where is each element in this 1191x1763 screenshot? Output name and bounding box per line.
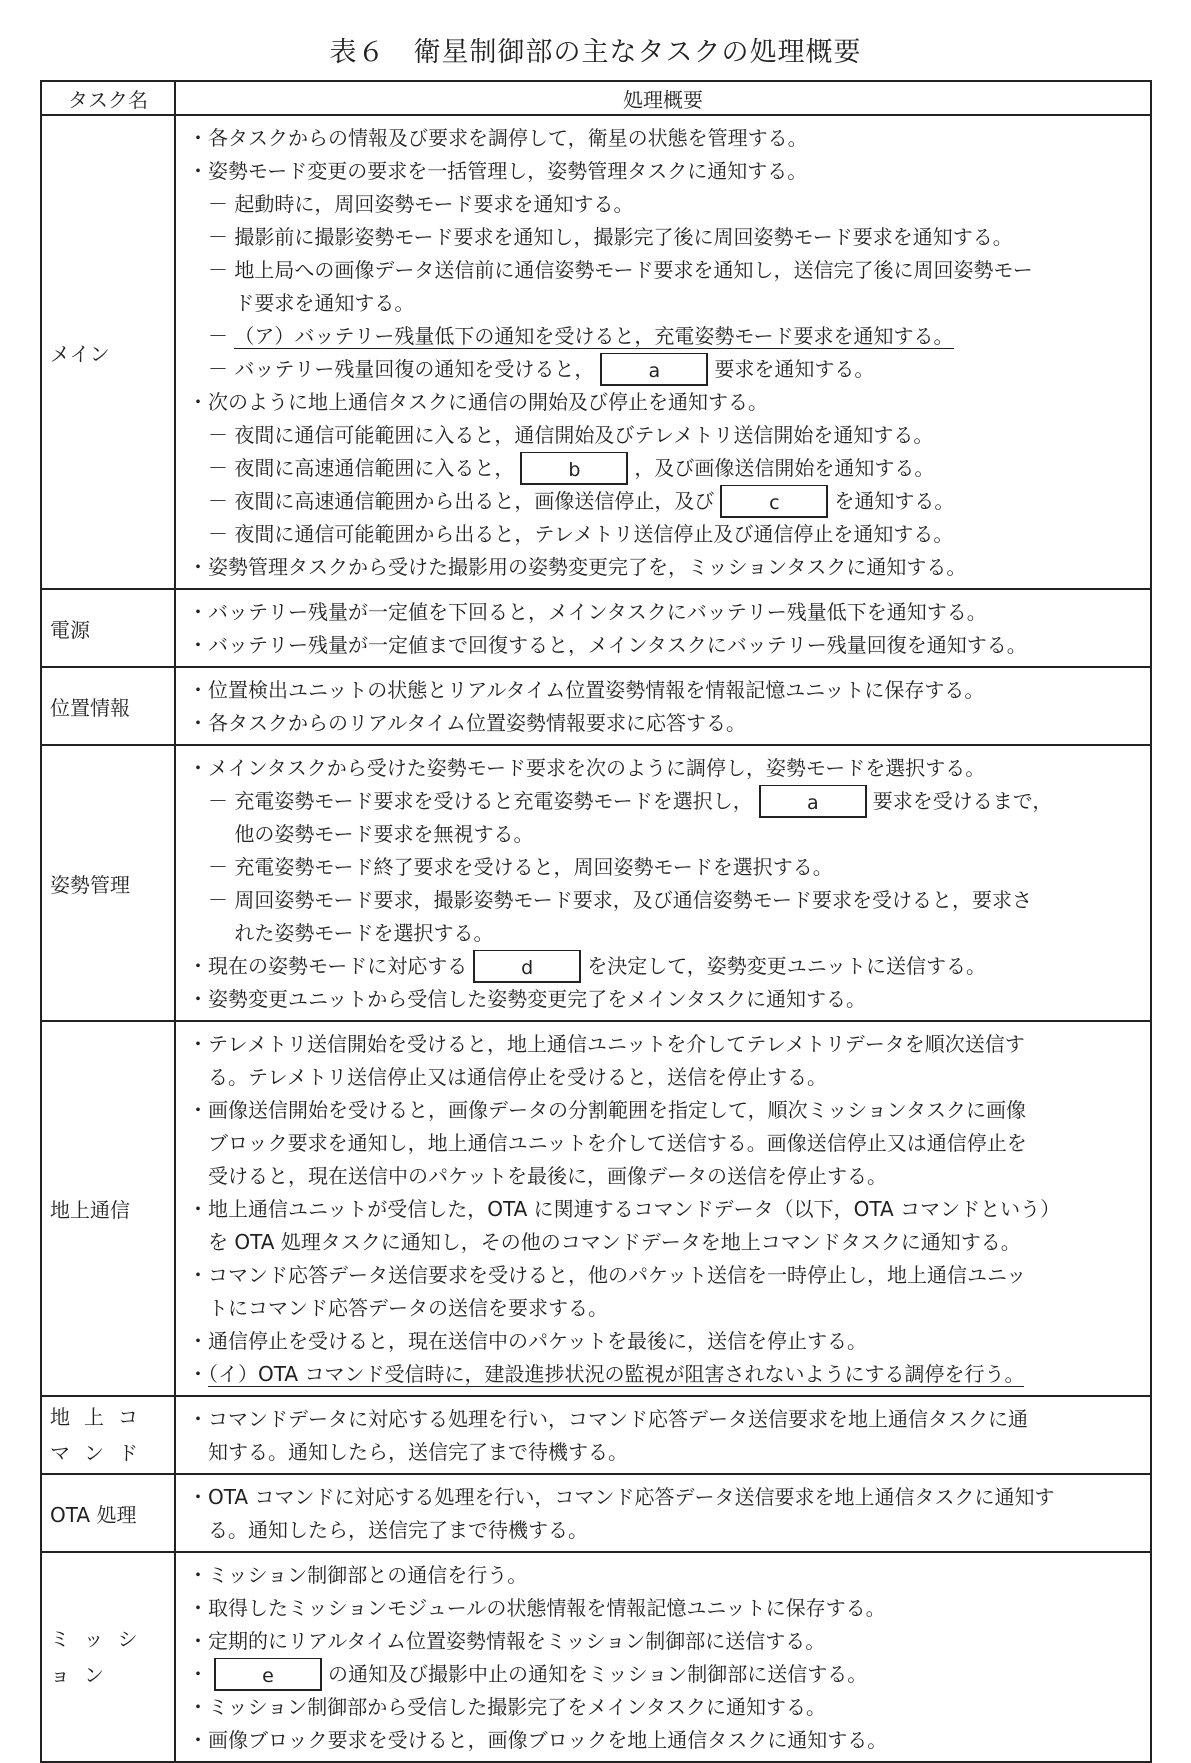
text-segment: ，及び画像送信開始を通知する。 — [634, 456, 935, 480]
summary-line — [188, 674, 1142, 707]
answer-blank-box: e — [214, 1658, 322, 1691]
process-summary-cell — [175, 589, 1151, 667]
summary-line — [188, 485, 1142, 518]
text-segment: ・現在の姿勢モードに対応する — [188, 954, 468, 978]
table-row — [41, 589, 1151, 667]
summary-line — [188, 1127, 1142, 1160]
table-body — [41, 115, 1151, 1762]
text-segment: － 夜間に高速通信範囲に入ると， — [188, 456, 515, 480]
table-row — [41, 745, 1151, 1021]
task-name-cell: 地上コマンド — [41, 1396, 175, 1474]
task-name-cell: 姿勢管理 — [41, 745, 175, 1021]
summary-line — [188, 287, 1142, 320]
text-segment: ・取得したミッションモジュールの状態情報を情報記憶ユニットに保存する。 — [188, 1596, 886, 1620]
text-segment: － 充電姿勢モード終了要求を受けると，周回姿勢モードを選択する。 — [188, 855, 833, 879]
summary-line — [188, 785, 1142, 818]
summary-line — [188, 188, 1142, 221]
text-segment: ・画像ブロック要求を受けると，画像ブロックを地上通信タスクに通知する。 — [188, 1728, 888, 1752]
summary-line — [188, 884, 1142, 917]
summary-line — [188, 1028, 1142, 1061]
summary-line — [188, 221, 1142, 254]
summary-line — [188, 1625, 1142, 1658]
text-segment: － — [188, 324, 235, 348]
text-segment: － 周回姿勢モード要求，撮影姿勢モード要求，及び通信姿勢モード要求を受けると，要求さ — [188, 888, 1032, 912]
table-row — [41, 1552, 1151, 1762]
text-segment: ・バッテリー残量が一定値まで回復すると，メインタスクにバッテリー残量回復を通知する。 — [188, 633, 1027, 657]
process-summary-cell — [175, 745, 1151, 1021]
text-segment: トにコマンド応答データの送信を要求する。 — [188, 1296, 608, 1320]
summary-line — [188, 1259, 1142, 1292]
task-name-cell: 地上通信 — [41, 1021, 175, 1396]
summary-line — [188, 917, 1142, 950]
text-segment: ・各タスクからの情報及び要求を調停して，衛星の状態を管理する。 — [188, 126, 808, 150]
summary-line — [188, 155, 1142, 188]
underlined-text: （イ）OTA コマンド受信時に，建設進捗状況の監視が阻害されないようにする調停を行う。 — [208, 1362, 1025, 1386]
header-task-name: タスク名 — [41, 81, 175, 115]
task-table — [40, 80, 1152, 1763]
text-segment: － 夜間に通信可能範囲から出ると，テレメトリ送信停止及び通信停止を通知する。 — [188, 522, 954, 546]
summary-line — [188, 1436, 1142, 1469]
text-segment: る。通知したら，送信完了まで待機する。 — [188, 1518, 588, 1542]
summary-line — [188, 1658, 1142, 1691]
summary-line — [188, 122, 1142, 155]
summary-line — [188, 707, 1142, 740]
text-segment: を決定して，姿勢変更ユニットに送信する。 — [587, 954, 987, 978]
summary-line — [188, 551, 1142, 584]
summary-line — [188, 419, 1142, 452]
task-name-cell: ミッション — [41, 1552, 175, 1762]
answer-blank-box: c — [720, 485, 828, 518]
process-summary-cell — [175, 667, 1151, 745]
summary-line — [188, 353, 1142, 386]
table-row — [41, 115, 1151, 589]
process-summary-cell — [175, 1396, 1151, 1474]
summary-line — [188, 1481, 1142, 1514]
text-segment: ・コマンドデータに対応する処理を行い，コマンド応答データ送信要求を地上通信タスクに通 — [188, 1407, 1028, 1431]
task-name-cell: メイン — [41, 115, 175, 589]
task-name-cell: 電源 — [41, 589, 175, 667]
text-segment: れた姿勢モードを選択する。 — [188, 921, 494, 945]
summary-line — [188, 1193, 1142, 1226]
text-segment: － 夜間に高速通信範囲から出ると，画像送信停止，及び — [188, 489, 715, 513]
text-segment: 要求を受けるまで， — [872, 789, 1053, 813]
text-segment: ・位置検出ユニットの状態とリアルタイム位置姿勢情報を情報記憶ユニットに保存する。 — [188, 678, 985, 702]
text-segment: ・姿勢モード変更の要求を一括管理し，姿勢管理タスクに通知する。 — [188, 159, 808, 183]
text-segment: を通知する。 — [834, 489, 955, 513]
summary-line — [188, 1358, 1142, 1391]
header-process-summary: 処理概要 — [175, 81, 1151, 115]
text-segment: ・OTA コマンドに対応する処理を行い，コマンド応答データ送信要求を地上通信タスクに通知す — [188, 1485, 1055, 1509]
text-segment: ・地上通信ユニットが受信した，OTA に関連するコマンドデータ（以下，OTA コマンドという） — [188, 1197, 1061, 1221]
text-segment: ・ミッション制御部から受信した撮影完了をメインタスクに通知する。 — [188, 1695, 826, 1719]
table-row — [41, 667, 1151, 745]
summary-line — [188, 752, 1142, 785]
text-segment: 受けると，現在送信中のパケットを最後に，画像データの送信を停止する。 — [188, 1164, 887, 1188]
summary-line — [188, 983, 1142, 1016]
summary-line — [188, 386, 1142, 419]
table-row — [41, 1474, 1151, 1552]
text-segment: ・ミッション制御部との通信を行う。 — [188, 1563, 528, 1587]
summary-line — [188, 629, 1142, 662]
summary-line — [188, 518, 1142, 551]
process-summary-cell — [175, 1021, 1151, 1396]
summary-line — [188, 950, 1142, 983]
summary-line — [188, 1061, 1142, 1094]
text-segment: 他の姿勢モード要求を無視する。 — [188, 822, 534, 846]
text-segment: ・ — [188, 1662, 208, 1686]
header-row — [41, 81, 1151, 115]
table-title: 表６ 衛星制御部の主なタスクの処理概要 — [329, 37, 862, 68]
text-segment: － 撮影前に撮影姿勢モード要求を通知し，撮影完了後に周回姿勢モード要求を通知する。 — [188, 225, 1013, 249]
answer-blank-box: a — [759, 785, 867, 818]
text-segment: ・姿勢変更ユニットから受信した姿勢変更完了をメインタスクに通知する。 — [188, 987, 866, 1011]
summary-line — [188, 1226, 1142, 1259]
summary-line — [188, 1403, 1142, 1436]
summary-line — [188, 1160, 1142, 1193]
summary-line — [188, 1292, 1142, 1325]
answer-blank-box: d — [473, 950, 581, 983]
text-segment: ・テレメトリ送信開始を受けると，地上通信ユニットを介してテレメトリデータを順次送信す — [188, 1032, 1025, 1056]
answer-blank-box: a — [600, 353, 708, 386]
text-segment: ・姿勢管理タスクから受けた撮影用の姿勢変更完了を，ミッションタスクに通知する。 — [188, 555, 967, 579]
text-segment: ・メインタスクから受けた姿勢モード要求を次のように調停し，姿勢モードを選択する。 — [188, 756, 986, 780]
text-segment: 要求を通知する。 — [714, 357, 875, 381]
text-segment: ・定期的にリアルタイム位置姿勢情報をミッション制御部に送信する。 — [188, 1629, 826, 1653]
process-summary-cell — [175, 1474, 1151, 1552]
summary-line — [188, 1592, 1142, 1625]
text-segment: ・通信停止を受けると，現在送信中のパケットを最後に，送信を停止する。 — [188, 1329, 867, 1353]
summary-line — [188, 1325, 1142, 1358]
summary-line — [188, 596, 1142, 629]
text-segment: る。テレメトリ送信停止又は通信停止を受けると，送信を停止する。 — [188, 1065, 827, 1089]
text-segment: ・画像送信開始を受けると，画像データの分割範囲を指定して，順次ミッションタスクに画像 — [188, 1098, 1026, 1122]
text-segment: の通知及び撮影中止の通知をミッション制御部に送信する。 — [328, 1662, 868, 1686]
summary-line — [188, 1691, 1142, 1724]
text-segment: 知する。通知したら，送信完了まで待機する。 — [188, 1440, 628, 1464]
text-segment: ・ — [188, 1362, 208, 1386]
text-segment: ・バッテリー残量が一定値を下回ると，メインタスクにバッテリー残量低下を通知する。 — [188, 600, 987, 624]
task-name-cell: OTA 処理 — [41, 1474, 175, 1552]
text-segment: ・コマンド応答データ送信要求を受けると，他のパケット送信を一時停止し，地上通信ユニッ — [188, 1263, 1027, 1287]
summary-line — [188, 452, 1142, 485]
text-segment: － 地上局への画像データ送信前に通信姿勢モード要求を通知し，送信完了後に周回姿勢モー — [188, 258, 1033, 282]
underlined-text: （ア）バッテリー残量低下の通知を受けると，充電姿勢モード要求を通知する。 — [234, 324, 954, 348]
summary-line — [188, 851, 1142, 884]
table-row — [41, 1021, 1151, 1396]
text-segment: － バッテリー残量回復の通知を受けると， — [188, 357, 595, 381]
summary-line — [188, 320, 1142, 353]
table-row — [41, 1396, 1151, 1474]
text-segment: － 充電姿勢モード要求を受けると充電姿勢モードを選択し， — [188, 789, 753, 813]
summary-line — [188, 254, 1142, 287]
text-segment: ・次のように地上通信タスクに通信の開始及び停止を通知する。 — [188, 390, 768, 414]
text-segment: － 起動時に，周回姿勢モード要求を通知する。 — [188, 192, 634, 216]
summary-line — [188, 818, 1142, 851]
answer-blank-box: b — [520, 452, 628, 485]
text-segment: を OTA 処理タスクに通知し，その他のコマンドデータを地上コマンドタスクに通知する。 — [188, 1230, 1021, 1254]
text-segment: ブロック要求を通知し，地上通信ユニットを介して送信する。画像送信停止又は通信停止を — [188, 1131, 1027, 1155]
text-segment: － 夜間に通信可能範囲に入ると，通信開始及びテレメトリ送信開始を通知する。 — [188, 423, 934, 447]
summary-line — [188, 1094, 1142, 1127]
text-segment: ・各タスクからのリアルタイム位置姿勢情報要求に応答する。 — [188, 711, 746, 735]
process-summary-cell — [175, 1552, 1151, 1762]
task-name-cell: 位置情報 — [41, 667, 175, 745]
text-segment: ド要求を通知する。 — [188, 291, 415, 315]
process-summary-cell — [175, 115, 1151, 589]
summary-line — [188, 1514, 1142, 1547]
summary-line — [188, 1559, 1142, 1592]
